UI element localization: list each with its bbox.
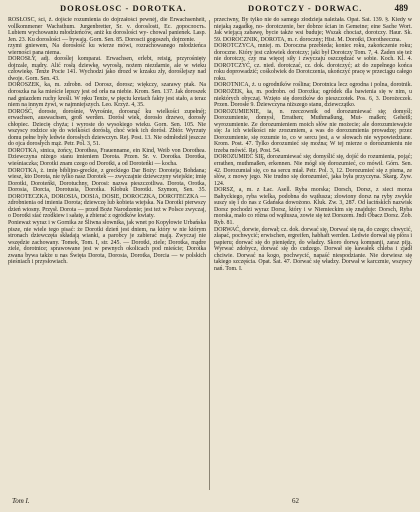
entry-paragraph: DOROSŁY, adj. doroślej komparat. Erwachsen, erlebt, reisig, przyrośnięty dojrzale, mądry. Alić rosłą dziewkę, wyrosłą, nożem niezdarnie, ale w wieku człowiekę. Tenże Pocie 141. Wychodzi jako drozd w krzaku zły, doroślejszy nad dwoje. Gorn. Sen. 43.	[8, 56, 206, 82]
entry-paragraph: DOROŚĆ, doroste, dorośnie, Wyrośnie, dorosnąć ku wielkości zupełnéj; erwachsen, auswachsen, groß werden. Dorósł wiek, dorosło drzewo, dorosły chłopiec. Dziecię chyża; i wyroste do wysokiego wieku. Gorn. Sen. 105. Nie wszyscy rodzice się do wielkości dorósłą, choć wiek ich dorósł. Zbiór. Wyrzuty domu pełne były ledwie dorosłych dziewczyn. Rej. Post. 13. Nie odmłodził jeszcze do ojca dorosłych mąż. Petr. Pol. 3, 51.	[8, 108, 206, 148]
page-footer	[0, 497, 420, 509]
right-column	[214, 17, 412, 492]
signature-mark: 62	[292, 497, 299, 505]
page-number: 489	[394, 3, 408, 13]
entry-paragraph: Ponieważ wyraz i w Gornika ze Śliwna słownika, jak wnet po Kopyłowie Urbańska pisze, nie wiele tego pisać: że Dorotki dzień jest dniem, na który w nie którym stronach dziewczęta składają wianki, a parobcy je zabierać mają. Zwyczaj nie wszędzie zachowany. Tomek, Tom. I, str. 245. — Dorotki, ziele; Dorotka, mądre ziele, dorotnice; sprawowane jest w pewnych okolicach pod mieście; Dorotka zwana bywa także u nas Święta Dorota, Dorosia, Dorotka, Dorcia — w polskich pieśniach i przysłowiach.	[8, 219, 206, 266]
entry-paragraph: DOROTKA, ż. imię biblijno-greckie, z greckiego Dar Boży: Doroteja; Bohdana; wiesz, kto Dorota, nie tylko nasz Dorotek — zwyczajnie dziewczyny wiejskie; imię Dorotki, Doroteńki, Dorotuchny, Dorosi: nazwa pieszczotliwa. Dorota, Orotka, Dorosia, Dorcia, Dorotusia, Dorotka. Kłobuk Dorotki. Szymon, Sen. 35. DOROTECZKA, DOROSIA, DOSIA, DOSIE, DOROCZKA, DOROTECZKA — zdrobnienia od imienia Dorota; dziewczę lub kobieta wiejska. Na Dorotki pierwszy dzień wiosny. Przysł. Dorota — przed Boże Narodzenie; jest też w Polsce zwyczaj, o Dorotki siać rzodkiew i sałatę, a zbierać z ogródków kwiaty.	[8, 167, 206, 220]
entry-paragraph: rzymi gniewem, Na dorosłość ku wierze mówi, rozrachowanego młodzieńca wierności pana niema.	[8, 43, 206, 56]
volume-label: Tom I.	[12, 497, 30, 505]
left-column	[8, 17, 206, 497]
running-header	[0, 3, 420, 17]
entry-paragraph: DORSZ, a, m. z Łac. Asell. Ryba morska; Dorsch, Dorsz, z sieci morza Bałtyckiego, ryba wielka, podobna do wątłusza; złowiony dorsz na ryby zwykle suszy się i do nas z Gdańska dowożono. Kluk. Zw. 3, 287. Od łacińskich nazwisk Dorsz pochodzi wyraz Dorsz, który i w Niemieckim się znajduje: Dorsch, Ryba morska, mało co różna od wątłusza, zowie się też Dorszem. Jndi Obacz Dorsz. Zob. Ryb. 81.	[214, 187, 412, 226]
column-divider	[209, 20, 210, 490]
entry-paragraph: DOROZUMIENIE, ia, n. rzeczownik od dorozumiewać się; domyśl; Dorozumienie, domysł, Errathen; Muthmaßung, Mut- maßen; Geheiß; wyrozumienie. Ze dorozumieniem moich słów nie możecie; ale dorozumiewajcie się: Ja ich wielkości nie zrozumiem, a was do dorozumienia prowadzę; przez Dorozumienie, się rozumie to, co w sercu jest, a w słowach nie wypowiedziane. Krom. Post. 47. Tylko dorozumieć się można; W tej mierze o dorozumieniu nie trzeba mówić. Rej. Post. 54.	[214, 108, 412, 154]
entry-paragraph: przeciwny, By tylko nie do samego złodzieja należała. Opat. Sat. 139. §. Kiedy w niejaką zagadkę, no- dorotczenie, ber dobrze ścian in Gemeine; eine Sache Wort. Jak wiejącą zabawę, bycie także wsi buduje; Wszak chociaż, dorotczy. Haur. Sk. 59. DOROCZNIK, DOROTA, m. r. doroczny; Hist. M. Dorotki, Dorotheeczna.	[214, 17, 412, 43]
entry-paragraph: ROSŁOŚĆ, ści, ż. dojście rozumienia do dojrzałości pewnéj, die Erwachsenheit, vollkommener Wachsthum. Jurgenbretter, Sr. v. doroslosti, Ec. дорослость. Lubiem wychowaniu młodzieńców, aniż ku doroslości wy- chowal panienek. Lasp. Jen. 23. Ku doroslości — bywają. Gorn. Sen. 85. Doroscii gogoszeh, dojrzenie.	[8, 17, 206, 43]
entry-paragraph: DOROTNICA, ż. u ogrodników roślina; Dorotnica lecz ogrodna i polna, dorotnik. DOROŻEK, ka, m. podrobn. od Dorożka; ogródek dla bawienia się w nim, u niektórych obyczaj. Wzięto się dorożków do pieszczotek. Pos. 6, 3. Dorożeczek. Przen. Dorosłe 9. Dziewczyna niższego stanu, dziewczątko.	[214, 82, 412, 109]
header-right-guide: DOROTCZY - DORWAC.	[248, 3, 363, 13]
entry-paragraph: DOROTKA, stnica, żońcy, Dorothea, Frauenname, ein Kind, Weib von Dorothea. Dziewczyna niżego stanu imieniem Dorota. Przen. Sr. v. Dorotka. Dorotka, wieśniaczka; Dorotki znam czego od Dorotki, a od Doroteńki — kocha.	[8, 147, 206, 168]
entry-paragraph: DORWAĆ, dorwie, dorwał; cz. dok. dorwać się, Dorwać się na, do czego; chwycić, złapać, pochwycić; erwischen, ergreifen, habhaft werden. Ledwie dorwał się pióra i papieru; dorwać się do pieniędzy, do władzy. Skoro dorwą kompanji, zaraz piją. Wyrwać zdobycz, dorwać się do cudzego. Dorwał się kawałek chleba i zjadł chciwie. Dorwać na kogo, pochwycić, napaść niespodzianie. Nie dorwiesz się takiego szczęścia. Opat. Sat. 47. Dorwać się władzy. Dorwał w karczmie, wszyscy nań. Tom. I.	[214, 226, 412, 272]
entry-paragraph: DOROTCZYCA, mniej. m. Doroczna przebieda; koniec roku, zakończenie roku; doroczne. Który jest człowiek dorotczy; jaki był Dorotczy Tom. 7, 4. Żaden się też nie dorotczy, czy ma więcej siły i zwyczaju oszczędzać w sobie. Koch. Kl. 4. DOROTCZYĆ, cz. nied. dorotczać, cz. dok. dorotczyć; aż do zupełnego końca roku doprowadzić; cośkolwiek do Dorotczenia, ukończyć pracę w przeciągu całego roku.	[214, 43, 412, 82]
entry-paragraph: DOROSZEK, ka, m. zdrobn. od Dorosz, dorosz; więkczy, szarawy ptak. Na doroszka na ka mieście lepszy jest od orła na niebie. Krom. Sen. 137. Jak doroszek nad gniazdem ruchy kreśli. W ręku Tenże, w pięciu kretach fakty jest stało, a teraz niem na innym żywi, w najmniejszych. Leo. Krzyż. 4, 35.	[8, 82, 206, 109]
header-left-guide: DOROSŁOSC - DOROTKA.	[60, 3, 187, 13]
entry-paragraph: DOROZUMIEĆ SIĘ, dorozumiewać się; domyślić się, dojść do rozumienia, pojąć; errathen, muthmaßen, erkennen. Nie mógł się dorozumieć, co mówił. Górn. Sen. 42. Dorozumiał się, co na sercu miał. Petr. Pol. 3, 12. Dorozumieć się z pisma, ze słów, z mowy jego. Nie trudno się dorozumieć, jaka była przyczyna. Skarg. Żyw. 124.	[214, 154, 412, 187]
